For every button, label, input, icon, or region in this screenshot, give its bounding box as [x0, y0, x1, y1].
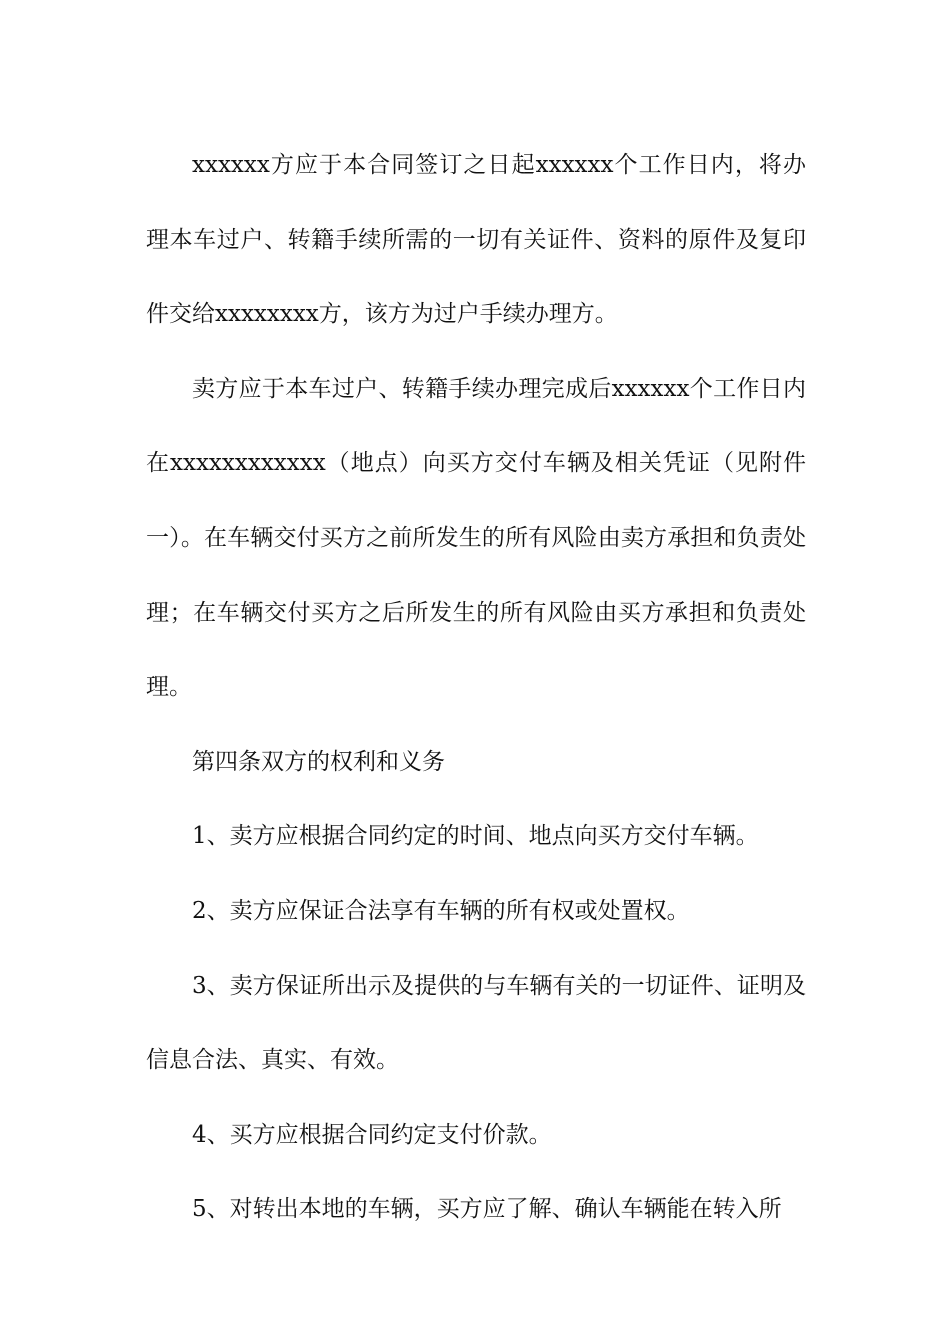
list-item-3: 3、卖方保证所出示及提供的与车辆有关的一切证件、证明及信息合法、真实、有效。 [146, 972, 806, 1074]
list-item-4: 4、买方应根据合同约定支付价款。 [192, 1121, 552, 1148]
paragraph-transfer-documents: xxxxxx方应于本合同签订之日起xxxxxx个工作日内，将办理本车过户、转籍手续所需的一切有关证件、资料的原件及复印件交给xxxxxxxx方，该方为过户手续办理方。 [146, 152, 806, 328]
list-item-2: 2、卖方应保证合法享有车辆的所有权或处置权。 [192, 897, 690, 924]
list-item-5: 5、对转出本地的车辆，买方应了解、确认车辆能在转入所 [192, 1196, 782, 1223]
document-body [146, 128, 806, 1247]
list-item-1: 1、卖方应根据合同约定的时间、地点向买方交付车辆。 [192, 823, 759, 850]
paragraph-vehicle-delivery: 卖方应于本车过户、转籍手续办理完成后xxxxxx个工作日内在xxxxxxxxxxxx（地点）向买方交付车辆及相关凭证（见附件一）。在车辆交付买方之前所发生的所有风险由卖方承担和负责处理；在车辆交付买方之后所发生的所有风险由买方承担和负责处理。 [146, 375, 806, 701]
section-heading-article-4: 第四条双方的权利和义务 [192, 748, 445, 775]
